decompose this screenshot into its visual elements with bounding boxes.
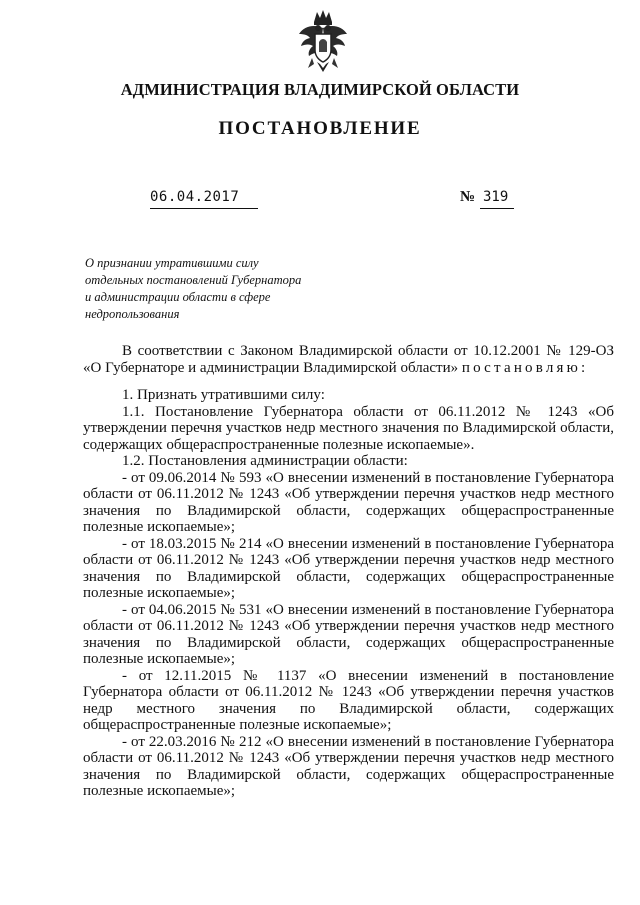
preamble-text: В соответствии с Законом Владимирской области от 10.12.2001 № 129-ОЗ «О Губернаторе и администрации Владимирской области» xyxy=(83,343,614,376)
list-item: - от 04.06.2015 № 531 «О внесении изменений в постановление Губернатора области от 06.11.2012 № 1243 «Об утверждении перечня участков недр местного значения по Владимирской области, содержащих общераспространенные полезные ископаемые»; xyxy=(83,601,614,667)
document-subject xyxy=(85,255,325,323)
organization-title: АДМИНИСТРАЦИЯ ВЛАДИМИРСКОЙ ОБЛАСТИ xyxy=(120,80,520,99)
list-item: - от 18.03.2015 № 214 «О внесении изменений в постановление Губернатора области от 06.11.2012 № 1243 «Об утверждении перечня участков недр местного значения по Владимирской области, содержащих общераспространенные полезные ископаемые»; xyxy=(83,535,614,601)
preamble-action: постановляю: xyxy=(461,359,589,376)
item-1-1: 1.1. Постановление Губернатора области от 06.11.2012 № 1243 «Об утверждении перечня участков недр местного значения по Владимирской области, содержащих общераспространенные полезные ископаемые». xyxy=(83,403,614,453)
number-underline xyxy=(480,208,514,209)
coat-of-arms-icon xyxy=(296,8,350,78)
subject-line: недропользования xyxy=(85,307,180,321)
document-body xyxy=(83,343,614,800)
list-item: - от 22.03.2016 № 212 «О внесении изменений в постановление Губернатора области от 06.11.2012 № 1243 «Об утверждении перечня участков недр местного значения по Владимирской области, содержащих общераспространенные полезные ископаемые»; xyxy=(83,733,614,799)
subject-line: О признании утратившими силу xyxy=(85,256,259,270)
list-item: - от 12.11.2015 № 1137 «О внесении изменений в постановление Губернатора области от 06.11.2012 № 1243 «Об утверждении перечня участков недр местного значения по Владимирской области, содержащих общераспространенные полезные ископаемые»; xyxy=(83,667,614,733)
list-item: - от 09.06.2014 № 593 «О внесении изменений в постановление Губернатора области от 06.11.2012 № 1243 «Об утверждении перечня участков недр местного значения по Владимирской области, содержащих общераспространенные полезные ископаемые»; xyxy=(83,469,614,535)
document-number: 319 xyxy=(483,189,509,205)
date-underline xyxy=(150,208,258,209)
item-1: 1. Признать утратившими силу: xyxy=(122,387,325,403)
document-date: 06.04.2017 xyxy=(150,189,240,205)
preamble-paragraph xyxy=(83,343,614,376)
number-label: № xyxy=(460,189,476,205)
document-type-title: ПОСТАНОВЛЕНИЕ xyxy=(218,118,422,139)
subject-line: и администрации области в сфере xyxy=(85,290,271,304)
item-1-2: 1.2. Постановления администрации области: xyxy=(122,453,408,469)
subject-line: отдельных постановлений Губернатора xyxy=(85,273,302,287)
